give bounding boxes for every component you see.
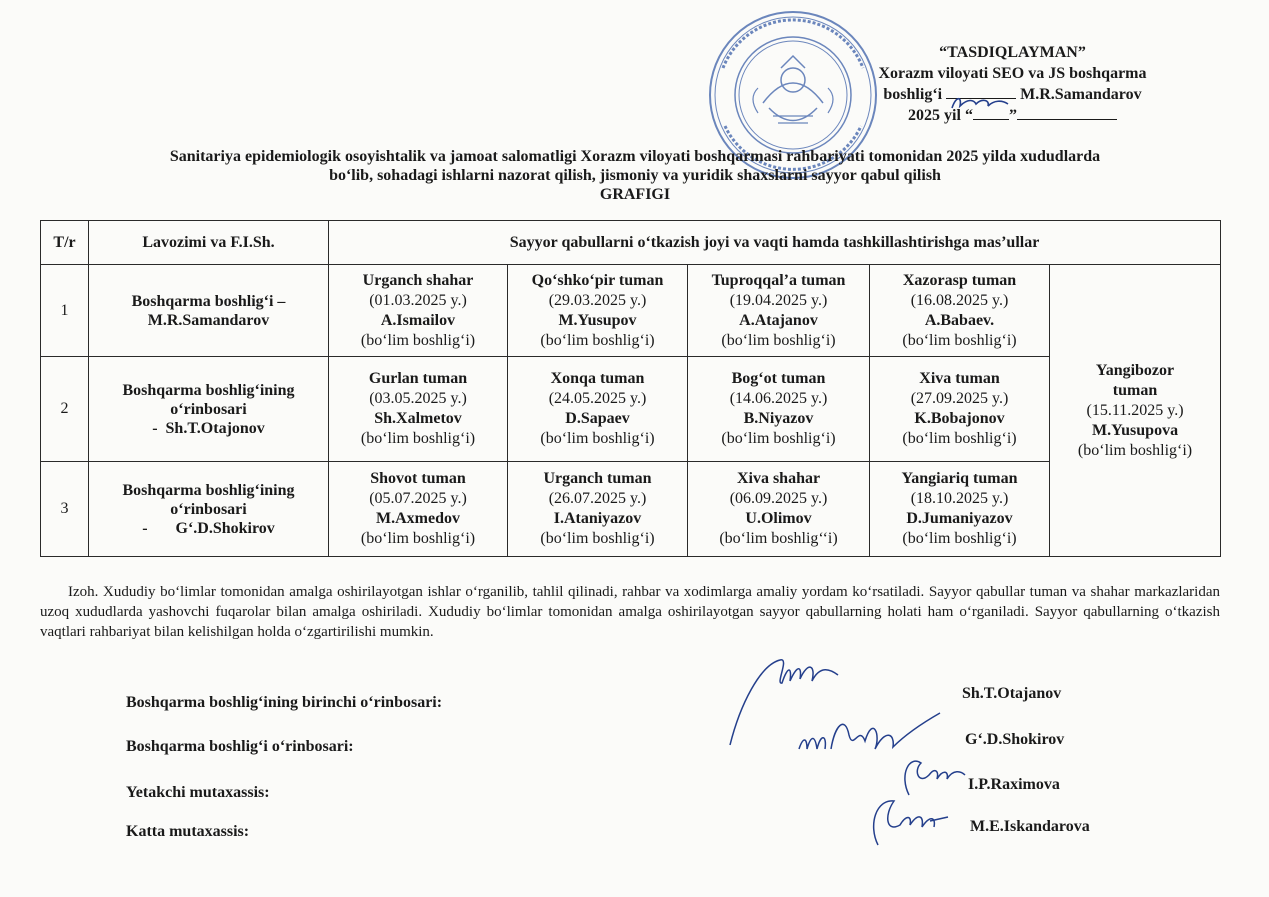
approval-block [840,42,1185,126]
table-row [41,265,1221,357]
heading-line-1: Sanitariya epidemiologik osoyishtalik va jamoat salomatligi Xorazm viloyati boshqarmasi rahbariyati tomonidan 2025 yilda xududlarda [169,148,1101,165]
schedule-cell: Xiva tuman (27.09.2025 y.) K.Bobajonov (bo‘lim boshlig‘i) [870,357,1050,462]
approval-org: Xorazm viloyati SEO va JS boshqarma [878,65,1147,82]
schedule-cell: Qo‘shko‘pir tuman (29.03.2025 y.) M.Yusupov (bo‘lim boshlig‘i) [508,265,688,357]
signatory-title: Yetakchi mutaxassis: [126,784,270,801]
schedule-cell: Bog‘ot tuman (14.06.2025 y.) B.Niyazov (bo‘lim boshlig‘i) [688,357,870,462]
schedule-cell: Xiva shahar (06.09.2025 y.) U.Olimov (bo‘lim boshlig‘‘i) [688,462,870,557]
schedule-cell: Yangiariq tuman (18.10.2025 y.) D.Jumaniyazov (bo‘lim boshlig‘i) [870,462,1050,557]
schedule-cell: Urganch shahar (01.03.2025 y.) A.Ismailov (bo‘lim boshlig‘i) [329,265,508,357]
signatory-title: Boshqarma boshlig‘i o‘rinbosari: [126,738,354,755]
row-num: 3 [41,462,89,557]
table-header-row [41,221,1221,265]
schedule-cell: Urganch tuman (26.07.2025 y.) I.Ataniyazov (bo‘lim boshlig‘i) [508,462,688,557]
approval-signature [946,94,1016,112]
header-schedule: Sayyor qabullarni o‘tkazish joyi va vaqti hamda tashkillashtirishga mas’ullar [329,221,1221,265]
row-position: Boshqarma boshlig‘ining o‘rinbosari - G‘.D.Shokirov [89,462,329,557]
approval-date: 2025 yil “ ” [840,105,1185,126]
schedule-cell-merged: Yangibozor tuman (15.11.2025 y.) M.Yusupova (bo‘lim boshlig‘i) [1050,265,1221,557]
header-num: T/r [41,221,89,265]
approval-head-label: boshlig‘i [883,86,943,103]
approval-title: “TASDIQLAYMAN” [939,44,1086,61]
schedule-cell: Xonqa tuman (24.05.2025 y.) D.Sapaev (bo‘lim boshlig‘i) [508,357,688,462]
approval-head-name: M.R.Samandarov [1020,86,1142,103]
signatory-title: Katta mutaxassis: [126,823,250,840]
heading-title: GRAFIGI [599,186,671,203]
signatory-name: G‘.D.Shokirov [965,731,1065,748]
signatory-name: Sh.T.Otajanov [962,685,1062,702]
table-row [41,462,1221,557]
schedule-cell: Shovot tuman (05.07.2025 y.) M.Axmedov (bo‘lim boshlig‘i) [329,462,508,557]
document-heading [20,147,1250,204]
schedule-cell: Gurlan tuman (03.05.2025 y.) Sh.Xalmetov (bo‘lim boshlig‘i) [329,357,508,462]
handwritten-signature [860,785,960,855]
note-paragraph: Izoh. Xududiy bo‘limlar tomonidan amalga oshirilayotgan ishlar o‘rganilib, tahlil qilinadi, rahbar va xodimlarga amaliy yordam ko‘rsatiladi. Sayyor qabullar tuman va shahar markazlaridan uzoq xududlarda yashovchi fuqarolar bilan amalga oshiriladi. Xududiy bo‘limlar tomonidan amalga oshirilayotgan sayyor qabullarning holati ham o‘rganiladi. Sayyor qabullarning o‘tkazish vaqtlari rahbariyat bilan kelishilgan holda o‘zgartirilishi mumkin. [40,584,1220,640]
signatory-title: Boshqarma boshlig‘ining birinchi o‘rinbosari: [126,694,443,711]
heading-line-2: bo‘lib, sohadagi ishlarni nazorat qilish, jismoniy va yuridik shaxslarni sayyor qabul qilish [329,167,941,184]
signatory-name: M.E.Iskandarova [970,818,1090,835]
row-position: Boshqarma boshlig‘ining o‘rinbosari - Sh.T.Otajonov [89,357,329,462]
header-position: Lavozimi va F.I.Sh. [89,221,329,265]
schedule-table [40,220,1221,557]
row-position: Boshqarma boshlig‘i – M.R.Samandarov [89,265,329,357]
signatory-name: I.P.Raximova [968,776,1060,793]
approval-head-line [840,84,1185,105]
row-num: 1 [41,265,89,357]
table-row [41,357,1221,462]
schedule-cell: Xazorasp tuman (16.08.2025 y.) A.Babaev. (bo‘lim boshlig‘i) [870,265,1050,357]
row-num: 2 [41,357,89,462]
schedule-cell: Tuproqqal’a tuman (19.04.2025 y.) A.Atajanov (bo‘lim boshlig‘i) [688,265,870,357]
